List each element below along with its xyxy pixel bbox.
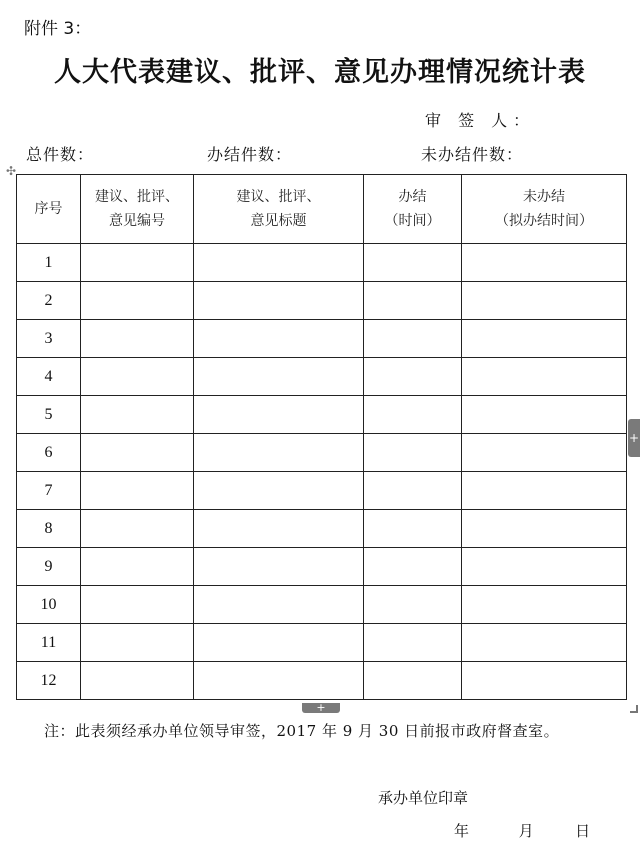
- done-time-cell[interactable]: [364, 244, 462, 282]
- header-undone[interactable]: [462, 175, 627, 244]
- done-time-cell[interactable]: [364, 510, 462, 548]
- title-cell[interactable]: [194, 320, 364, 358]
- header-number-line2: 意见编号: [109, 213, 165, 229]
- number-cell[interactable]: [81, 320, 194, 358]
- title-cell[interactable]: [194, 434, 364, 472]
- title-cell[interactable]: [194, 396, 364, 434]
- undone-time-cell[interactable]: [462, 624, 627, 662]
- table-row: [17, 548, 627, 586]
- done-time-cell[interactable]: [364, 548, 462, 586]
- number-cell[interactable]: [81, 548, 194, 586]
- undone-time-cell[interactable]: [462, 472, 627, 510]
- title-cell[interactable]: [194, 358, 364, 396]
- total-count-label: 总件数：: [26, 145, 95, 164]
- org-seal-label: 承办单位印章: [378, 789, 469, 807]
- undone-time-cell[interactable]: [462, 586, 627, 624]
- move-icon[interactable]: ✣: [5, 164, 17, 178]
- undone-time-cell[interactable]: [462, 434, 627, 472]
- number-cell[interactable]: [81, 662, 194, 700]
- title-cell[interactable]: [194, 282, 364, 320]
- undone-time-cell[interactable]: [462, 358, 627, 396]
- undone-time-cell[interactable]: [462, 282, 627, 320]
- row-seq-cell[interactable]: 3: [17, 320, 81, 358]
- header-title[interactable]: [194, 175, 364, 244]
- undone-count-label: 未办结件数：: [421, 145, 524, 164]
- table-row: [17, 510, 627, 548]
- row-seq-cell[interactable]: 12: [17, 662, 81, 700]
- done-time-cell[interactable]: [364, 358, 462, 396]
- number-cell[interactable]: [81, 282, 194, 320]
- undone-time-cell[interactable]: [462, 548, 627, 586]
- month-label: 月: [518, 822, 534, 840]
- undone-time-cell[interactable]: [462, 244, 627, 282]
- document-title: 人大代表建议、批评、意见办理情况统计表: [54, 57, 586, 88]
- row-seq-cell[interactable]: 8: [17, 510, 81, 548]
- table-row: [17, 586, 627, 624]
- done-time-cell[interactable]: [364, 396, 462, 434]
- table-row: [17, 282, 627, 320]
- add-column-plus-icon[interactable]: +: [628, 419, 640, 457]
- header-title-line1: 建议、批评、: [236, 189, 321, 205]
- done-time-cell[interactable]: [364, 586, 462, 624]
- number-cell[interactable]: [81, 396, 194, 434]
- header-undone-line2: （拟办结时间）: [495, 213, 593, 229]
- table-row: [17, 358, 627, 396]
- row-seq-cell[interactable]: 4: [17, 358, 81, 396]
- number-cell[interactable]: [81, 510, 194, 548]
- table-row: [17, 396, 627, 434]
- date-line: [454, 820, 590, 841]
- number-cell[interactable]: [81, 434, 194, 472]
- header-seq-text: 序号: [34, 201, 63, 217]
- header-number[interactable]: [81, 175, 194, 244]
- done-count-label: 办结件数：: [207, 145, 293, 164]
- header-title-line2: 意见标题: [250, 213, 307, 229]
- row-seq-cell[interactable]: 10: [17, 586, 81, 624]
- table-row: [17, 662, 627, 700]
- footnote: 注：此表须经承办单位领导审签，2017 年 9 月 30 日前报市政府督查室。: [44, 722, 560, 740]
- table-row: [17, 244, 627, 282]
- table-row: [17, 320, 627, 358]
- number-cell[interactable]: [81, 358, 194, 396]
- day-label: 日: [575, 822, 591, 840]
- number-cell[interactable]: [81, 244, 194, 282]
- done-time-cell[interactable]: [364, 472, 462, 510]
- row-seq-cell[interactable]: 7: [17, 472, 81, 510]
- done-time-cell[interactable]: [364, 662, 462, 700]
- resize-icon[interactable]: [628, 703, 638, 713]
- title-cell[interactable]: [194, 662, 364, 700]
- done-time-cell[interactable]: [364, 282, 462, 320]
- number-cell[interactable]: [81, 472, 194, 510]
- header-done-line1: 办结: [398, 189, 427, 205]
- title-cell[interactable]: [194, 510, 364, 548]
- table-row: [17, 472, 627, 510]
- title-cell[interactable]: [194, 624, 364, 662]
- undone-time-cell[interactable]: [462, 662, 627, 700]
- done-time-cell[interactable]: [364, 320, 462, 358]
- table-header-row: [17, 175, 627, 244]
- row-seq-cell[interactable]: 2: [17, 282, 81, 320]
- year-label: 年: [454, 822, 470, 840]
- add-row-plus-icon[interactable]: +: [302, 703, 340, 713]
- title-cell[interactable]: [194, 244, 364, 282]
- undone-time-cell[interactable]: [462, 510, 627, 548]
- row-seq-cell[interactable]: 5: [17, 396, 81, 434]
- reviewer-label: 审 签 人：: [425, 111, 536, 130]
- header-done-line2: （时间）: [384, 213, 441, 229]
- table-row: [17, 434, 627, 472]
- done-time-cell[interactable]: [364, 434, 462, 472]
- undone-time-cell[interactable]: [462, 320, 627, 358]
- header-done[interactable]: [364, 175, 462, 244]
- header-undone-line1: 未办结: [523, 189, 565, 205]
- done-time-cell[interactable]: [364, 624, 462, 662]
- header-seq[interactable]: [17, 175, 81, 244]
- number-cell[interactable]: [81, 624, 194, 662]
- number-cell[interactable]: [81, 586, 194, 624]
- attachment-label: 附件 3：: [24, 19, 92, 39]
- row-seq-cell[interactable]: 1: [17, 244, 81, 282]
- row-seq-cell[interactable]: 6: [17, 434, 81, 472]
- statistics-table: [16, 174, 627, 700]
- title-cell[interactable]: [194, 586, 364, 624]
- row-seq-cell[interactable]: 9: [17, 548, 81, 586]
- title-cell[interactable]: [194, 472, 364, 510]
- header-number-line1: 建议、批评、: [95, 189, 179, 205]
- undone-time-cell[interactable]: [462, 396, 627, 434]
- row-seq-cell[interactable]: 11: [17, 624, 81, 662]
- title-cell[interactable]: [194, 548, 364, 586]
- table-row: [17, 624, 627, 662]
